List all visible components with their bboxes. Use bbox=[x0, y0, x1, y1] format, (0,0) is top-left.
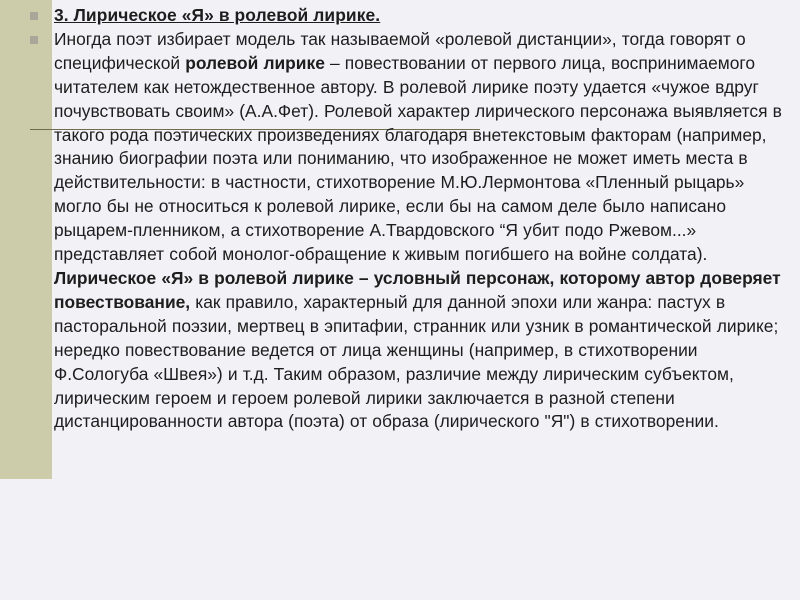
body-text-part-1: Иногда поэт избирает модель так называемой «ролевой дистанции», тогда говорят о специфической bbox=[54, 28, 746, 73]
body-paragraph bbox=[30, 28, 796, 434]
slide-heading: 3. Лирическое «Я» в ролевой лирике. bbox=[54, 5, 381, 25]
slide-content bbox=[30, 4, 796, 434]
term-role-lyric: ролевой лирике bbox=[185, 52, 325, 73]
body-text-part-3: как правило, характерный для данной эпохи или жанра: пастух в пасторальной поэзии, мертвец в эпитафии, странник или узник в романтической лирике; нередко повествование ведется от лица женщины (например, в стихотворении Ф.Сологуба «Швея») и т.д. Таким образом, различие между лирическим субъектом, лирическим героем и героем ролевой лирики заключается в разной степени дистанцированности автора (поэта) от образа (лирического "Я") в стихотворении. bbox=[54, 291, 779, 432]
definition-lyric-i: Лирическое «Я» в ролевой лирике – условный персонаж, которому автор доверяет повествование, bbox=[54, 267, 781, 312]
body-text-part-2: – повествовании от первого лица, воспринимаемого читателем как нетождественное автору. В ролевой лирике поэту удается «чужое вдруг почувствовать своим» (А.А.Фет). Ролевой характер лирического персонажа выявляется в такого рода поэтических произведениях благодаря внетекстовым факторам (например, знанию биографии поэта или пониманию, что изображенное не может иметь места в действительности: в частности, стихотворение М.Ю.Лермонтова «Пленный рыцарь» могло бы не относиться к ролевой лирике, если бы на самом деле было написано рыцарем-пленником, а стихотворение А.Твардовского “Я убит подо Ржевом...» представляет собой монолог-обращение к живым погибшего на войне солдата). bbox=[54, 52, 782, 265]
square-bullet-icon bbox=[30, 36, 38, 44]
square-bullet-icon bbox=[30, 12, 38, 20]
heading-paragraph bbox=[30, 4, 796, 28]
